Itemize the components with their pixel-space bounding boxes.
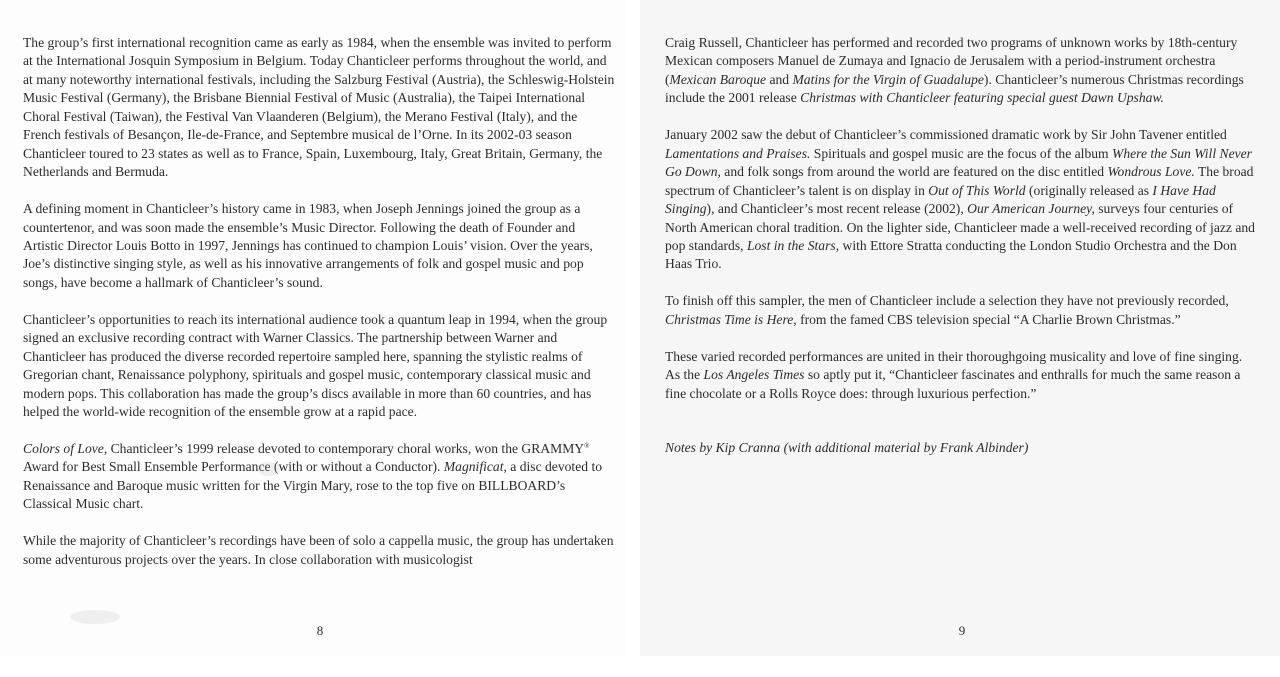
italic-title: Lamentations and Praises. xyxy=(665,145,811,161)
left-paragraph-4 xyxy=(23,440,615,514)
text-run: The broad spectrum of Chanticleer’s talent is on display in xyxy=(665,164,1254,198)
registered-mark: ® xyxy=(584,441,590,450)
text-run: Chanticleer’s opportunities to reach its international audience took a quantum leap in 1994, when the group signed an exclusive recording contract with Warner Classics. The partnership between Warner and Chanticleer has produced the diverse recorded repertoire sampled here, spanning the stylistic realms of Gregorian chant, Renaissance polyphony, spirituals and gospel music, contemporary classical music and modern pops. This collaboration has made the group’s discs available in more than 60 countries, and has helped the world-wide recognition of the ensemble grow at a rapid pace. xyxy=(23,311,608,420)
italic-title: Mexican Baroque xyxy=(669,71,767,87)
text-run: ). Chanticleer’s numerous Christmas recordings include the 2001 release xyxy=(665,71,1244,106)
left-paragraph-3 xyxy=(23,311,615,422)
notes-credit: Notes by Kip Cranna (with additional material by Frank Albinder) xyxy=(665,440,1029,456)
right-page-text xyxy=(665,34,1257,403)
italic-title: Christmas Time is Here xyxy=(665,311,794,327)
print-smudge xyxy=(70,610,120,624)
print-smudge xyxy=(258,462,280,476)
left-page xyxy=(0,0,626,656)
page-number-right: 9 xyxy=(958,623,966,638)
text-run: , and folk songs from around the world are featured on the disc entitled xyxy=(717,164,1108,180)
right-page xyxy=(640,0,1280,656)
text-run: , from the famed CBS television special “A Charlie Brown Christmas.” xyxy=(793,311,1181,327)
text-run: The group’s first international recognition came as early as 1984, when the ensemble was invited to perform at the International Josquin Symposium in Belgium. Today Chanticleer performs throughout the world, and at many noteworthy international festivals, including the Salzburg Festival (Austria), the Schleswig-Holstein Music Festival (Germany), the Brisbane Biennial Festival of Music (Australia), the Taipei International Choral Festival (Taiwan), the Festival Van Vlaanderen (Belgium), the Merano Festival (Italy), and the French festivals of Besançon, Ile-de-France, and Septembre musical de l’Orne. In its 2002-03 season Chanticleer toured to 23 states as well as to France, Spain, Luxembourg, Italy, Great Britain, Germany, the Netherlands and Bermuda. xyxy=(23,35,615,180)
text-run: While the majority of Chanticleer’s recordings have been of solo a cappella music, the group has undertaken some adventurous projects over the years. In close collaboration with musicologist xyxy=(23,533,614,567)
italic-title: Lost in the Stars xyxy=(746,237,836,253)
italic-title: Our American Journey, xyxy=(967,201,1095,217)
italic-title: Christmas with Chanticleer featuring special guest Dawn Upshaw. xyxy=(800,90,1164,106)
left-paragraph-5 xyxy=(23,532,615,569)
text-run: ), and Chanticleer’s most recent release (2002), xyxy=(706,201,968,217)
text-run: To finish off this sampler, the men of Chanticleer include a selection they have not previously recorded, xyxy=(665,293,1229,309)
text-run: , a disc devoted to Renaissance and Baroque music written for the Virgin Mary, rose to the top five on BILLBOARD’s Classical Music chart. xyxy=(23,459,603,512)
text-run: surveys four centuries of North American choral tradition. On the lighter side, Chanticleer made a well-received recording of jazz and pop standards, xyxy=(665,201,1255,253)
left-paragraph-2 xyxy=(23,200,615,292)
text-run: A defining moment in Chanticleer’s history came in 1983, when Joseph Jennings joined the group as a countertenor, and was soon made the ensemble’s Music Director. Following the death of Founder and Artistic Director Louis Botto in 1997, Jennings has continued to champion Louis’ vision. Over the years, Joe’s distinctive singing style, as well as his innovative arrangements of folk and gospel music and pop songs, have become a hallmark of Chanticleer’s sound. xyxy=(23,201,593,290)
text-run: Craig Russell, Chanticleer has performed and recorded two programs of unknown works by 18th-century Mexican composers Manuel de Zumaya and Ignacio de Jerusalem with a period-instrument orchestra ( xyxy=(665,35,1238,87)
italic-title: Colors of Love xyxy=(23,440,104,456)
text-run: January 2002 saw the debut of Chanticleer’s commissioned dramatic work by Sir John Tavener entitled xyxy=(665,127,1227,143)
text-run: and xyxy=(766,71,793,87)
italic-title: Where the Sun Will Never Go Down xyxy=(665,145,1252,180)
right-paragraph-4 xyxy=(665,348,1257,403)
italic-title: Los Angeles Times xyxy=(703,367,805,383)
text-run: Spirituals and gospel music are the focus of the album xyxy=(810,145,1113,161)
text-run: so aptly put it, “Chanticleer fascinates and enthralls for much the same reason a fine chocolate or a Rolls Royce does: through luxurious perfection.” xyxy=(665,367,1241,401)
text-run: , Chanticleer’s 1999 release devoted to contemporary choral works, won the GRAMMY xyxy=(103,440,585,456)
right-paragraph-2 xyxy=(665,126,1257,274)
left-paragraph-1 xyxy=(23,34,615,182)
italic-title: Matins for the Virgin of Guadalupe xyxy=(792,71,984,87)
text-run: Award for Best Small Ensemble Performance (with or without a Conductor). xyxy=(23,459,444,475)
left-page-text xyxy=(23,34,615,569)
italic-title: Out of This World xyxy=(928,182,1026,198)
text-run: (originally released as xyxy=(1025,182,1153,198)
italic-title: Wondrous Love. xyxy=(1107,164,1195,180)
page-number-left: 8 xyxy=(316,623,324,638)
right-paragraph-1 xyxy=(665,34,1257,108)
right-paragraph-3 xyxy=(665,292,1257,329)
text-run: , with Ettore Stratta conducting the London Studio Orchestra and the Don Haas Trio. xyxy=(665,237,1237,272)
italic-title: I Have Had Singing xyxy=(665,182,1216,217)
italic-title: Magnificat xyxy=(443,459,504,475)
text-run: These varied recorded performances are united in their thoroughgoing musicality and love of fine singing. As the xyxy=(665,348,1243,383)
